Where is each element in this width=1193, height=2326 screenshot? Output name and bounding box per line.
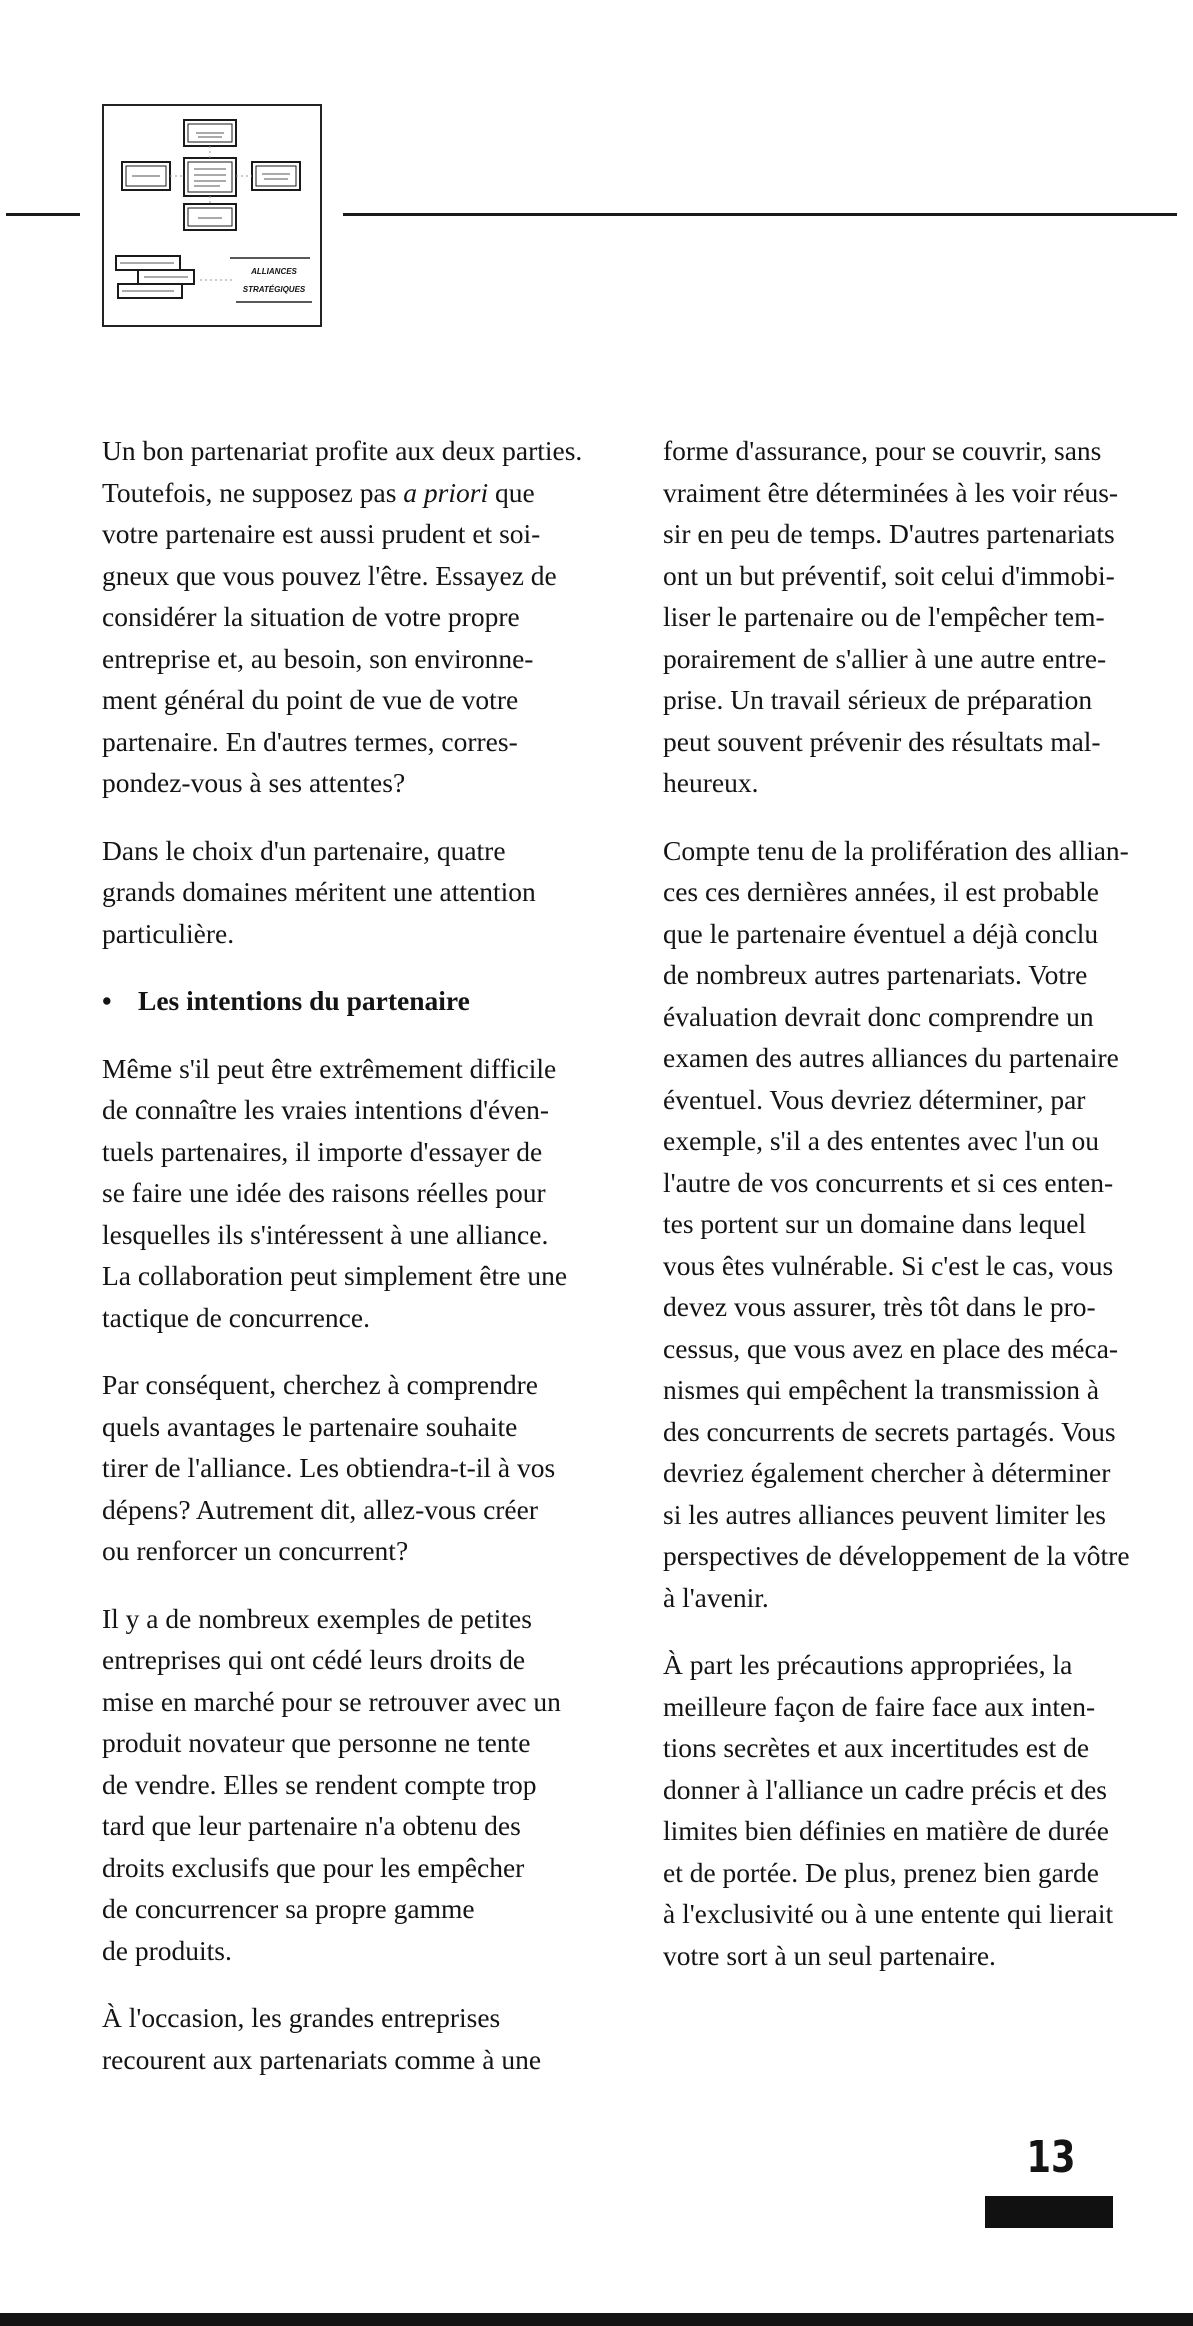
text-line: de produits.: [102, 1934, 232, 1966]
section-heading: [102, 980, 602, 1022]
text-line: Par conséquent, cherchez à comprendre: [102, 1369, 538, 1400]
text-line: ou renforcer un concurrent?: [102, 1535, 409, 1566]
text-line: et de portée. De plus, prenez bien garde: [663, 1856, 1099, 1888]
text-line: recourent aux partenariats comme à une: [102, 2043, 542, 2075]
text-line: des concurrents de secrets partagés. Vous: [663, 1415, 1116, 1447]
text-line: ont un but préventif, soit celui d'immobi-: [663, 559, 1115, 591]
text-line: tard que leur partenaire n'a obtenu des: [102, 1810, 521, 1841]
text-line: Il y a de nombreux exemples de petites: [102, 1602, 532, 1634]
text-line: produit novateur que personne ne tente: [102, 1727, 531, 1758]
text-line: heureux.: [663, 767, 759, 798]
text-line: que le partenaire éventuel a déjà conclu: [663, 917, 1099, 949]
right-paragraph-3: [663, 1644, 1163, 1976]
text-line: quels avantages le partenaire souhaite: [102, 1410, 518, 1442]
text-line: entreprise et, au besoin, son environne-: [102, 642, 534, 674]
italic-term: a priori: [403, 476, 489, 508]
left-paragraph-4: [102, 1364, 602, 1572]
text-line: grands domaines méritent une attention: [102, 876, 536, 907]
text-line: vraiment être déterminées à les voir réus-: [663, 476, 1119, 508]
text-line: de concurrencer sa propre gamme: [102, 1893, 475, 1924]
bullet-icon: •: [102, 985, 112, 1016]
text-line: peut souvent prévenir des résultats mal-: [663, 725, 1101, 757]
text-line: droits exclusifs que pour les empêcher: [102, 1851, 525, 1883]
text-line: se faire une idée des raisons réelles pour: [102, 1177, 546, 1208]
text-line: dépens? Autrement dit, allez-vous créer: [102, 1493, 538, 1525]
text-line: examen des autres alliances du partenaire: [663, 1042, 1119, 1073]
text-line: À l'occasion, les grandes entreprises: [102, 2002, 501, 2033]
text-line: évaluation devrait donc comprendre un: [663, 1000, 1094, 1032]
text-line: Compte tenu de la prolifération des allian-: [663, 834, 1129, 866]
text-line: lesquelles ils s'intéressent à une alliance.: [102, 1218, 549, 1250]
text-line: à l'avenir.: [663, 1581, 769, 1613]
text-line: Dans le choix d'un partenaire, quatre: [102, 834, 506, 866]
text-line: La collaboration peut simplement être une: [102, 1260, 568, 1291]
text-line: tirer de l'alliance. Les obtiendra-t-il à vos: [102, 1452, 556, 1483]
org-chart-diagram-icon: [104, 106, 324, 329]
text-line: de connaître les vraies intentions d'éven-: [102, 1094, 550, 1125]
text-line: mise en marché pour se retrouver avec un: [102, 1685, 561, 1717]
text-line: votre partenaire est aussi prudent et soi-: [102, 518, 541, 549]
text-line: sir en peu de temps. D'autres partenariats: [663, 518, 1115, 549]
text-line: [102, 472, 602, 514]
text-line: ces ces dernières années, il est probable: [663, 876, 1099, 907]
logo-caption-line1: ALLIANCES: [251, 267, 297, 276]
text-line: particulière.: [102, 917, 235, 949]
left-paragraph-5: [102, 1598, 602, 1972]
text-line: l'autre de vos concurrents et si ces enten-: [663, 1166, 1114, 1198]
left-paragraph-2: [102, 830, 602, 955]
text-line: considérer la situation de votre propre: [102, 601, 520, 632]
text-line: tions secrètes et aux incertitudes est de: [663, 1732, 1090, 1763]
text-line: limites bien définies en matière de durée: [663, 1815, 1109, 1846]
text-line: nismes qui empêchent la transmission à: [663, 1374, 1100, 1405]
right-paragraph-2: [663, 830, 1163, 1619]
text-line: à l'exclusivité ou à une entente qui lierait: [663, 1898, 1114, 1929]
text-line: exemple, s'il a des ententes avec l'un ou: [663, 1125, 1100, 1156]
right-column: [663, 430, 1163, 2002]
page-number-bar: [985, 2196, 1113, 2228]
text-fragment: que: [488, 476, 535, 508]
text-line: Un bon partenariat profite aux deux parties.: [102, 435, 583, 466]
text-line: gneux que vous pouvez l'être. Essayez de: [102, 559, 557, 591]
left-paragraph-6: [102, 1997, 602, 2080]
text-line: tuels partenaires, il importe d'essayer de: [102, 1135, 543, 1167]
text-line: cessus, que vous avez en place des méca-: [663, 1332, 1119, 1364]
text-line: donner à l'alliance un cadre précis et des: [663, 1773, 1107, 1805]
series-logo: [102, 104, 322, 327]
header-rule-left: [6, 213, 80, 216]
text-line: devriez également chercher à déterminer: [663, 1457, 1111, 1488]
text-line: porairement de s'allier à une autre entre-: [663, 642, 1107, 674]
text-line: perspectives de développement de la vôtre: [663, 1540, 1130, 1571]
text-line: de vendre. Elles se rendent compte trop: [102, 1768, 537, 1800]
text-line: tactique de concurrence.: [102, 1301, 370, 1333]
logo-caption-line2: STRATÉGIQUES: [242, 285, 306, 294]
text-line: prise. Un travail sérieux de préparation: [663, 684, 1093, 715]
text-line: entreprises qui ont cédé leurs droits de: [102, 1644, 526, 1675]
left-paragraph-3: [102, 1048, 602, 1339]
right-paragraph-1: [663, 430, 1163, 804]
text-line: vous êtes vulnérable. Si c'est le cas, vous: [663, 1249, 1114, 1281]
text-line: forme d'assurance, pour se couvrir, sans: [663, 435, 1102, 466]
text-line: si les autres alliances peuvent limiter les: [663, 1498, 1106, 1530]
section-heading-text: Les intentions du partenaire: [138, 985, 470, 1016]
text-line: partenaire. En d'autres termes, corres-: [102, 725, 518, 757]
text-line: votre sort à un seul partenaire.: [663, 1939, 996, 1971]
text-line: tes portent sur un domaine dans lequel: [663, 1208, 1087, 1239]
text-fragment: Toutefois, ne supposez pas: [102, 476, 404, 508]
left-column: [102, 430, 602, 2106]
header-rule-right: [343, 213, 1177, 216]
page-number: 13: [1026, 2132, 1076, 2183]
page-bottom-edge: [0, 2313, 1193, 2326]
text-line: éventuel. Vous devriez déterminer, par: [663, 1083, 1086, 1115]
text-line: Même s'il peut être extrêmement difficile: [102, 1052, 557, 1084]
text-line: ment général du point de vue de votre: [102, 684, 519, 715]
text-line: devez vous assurer, très tôt dans le pro-: [663, 1291, 1096, 1322]
left-paragraph-1: [102, 430, 602, 804]
text-line: liser le partenaire ou de l'empêcher tem-: [663, 601, 1105, 632]
text-line: de nombreux autres partenariats. Votre: [663, 959, 1088, 990]
text-line: pondez-vous à ses attentes?: [102, 767, 406, 798]
text-line: À part les précautions appropriées, la: [663, 1649, 1073, 1680]
text-line: meilleure façon de faire face aux inten-: [663, 1690, 1096, 1722]
